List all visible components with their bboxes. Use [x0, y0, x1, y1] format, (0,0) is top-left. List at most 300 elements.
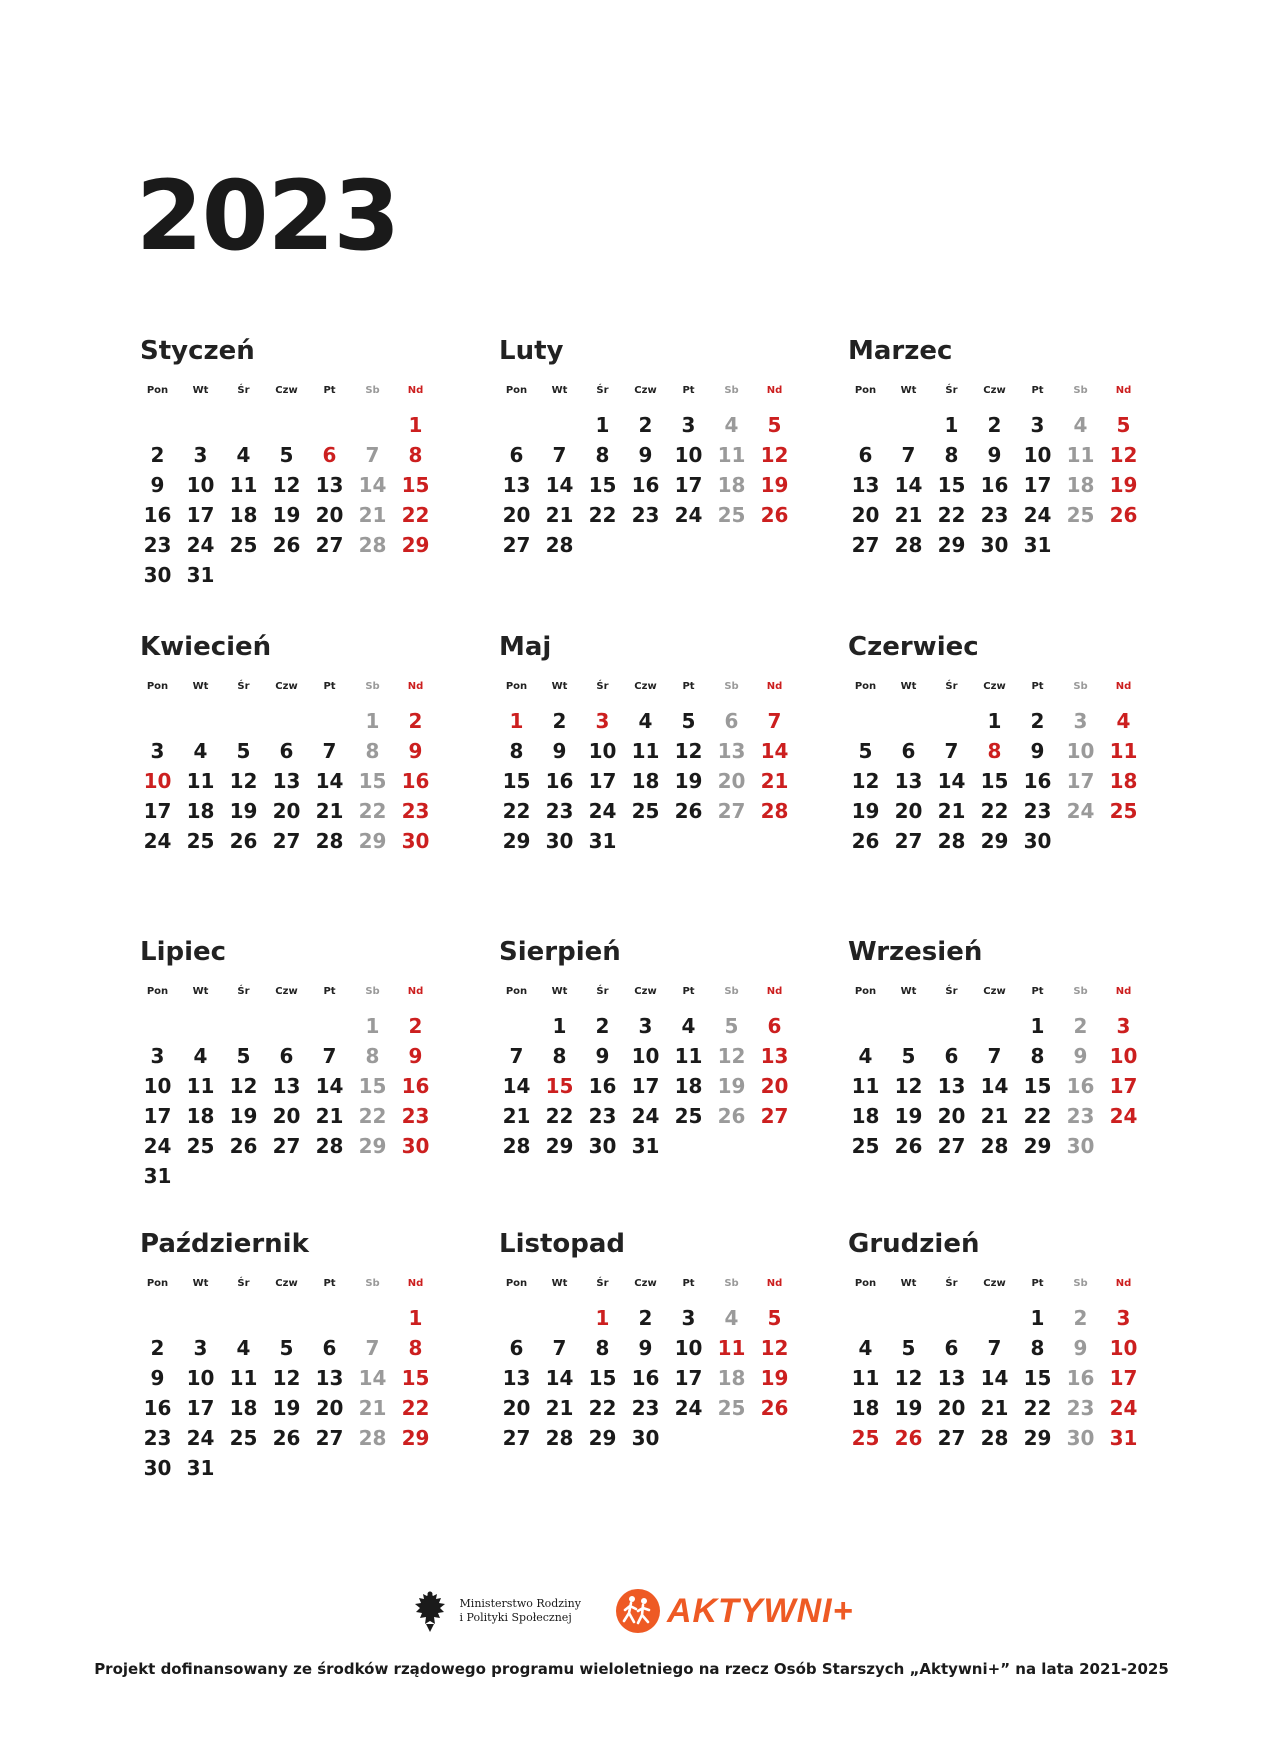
- day-cell: 19: [1109, 473, 1138, 497]
- day-cell: 9: [1073, 1336, 1088, 1360]
- aktywni-logo: [615, 1588, 854, 1634]
- day-cell: 5: [858, 739, 873, 763]
- day-cell: 26: [1109, 503, 1138, 527]
- day-cell: 3: [638, 1014, 653, 1038]
- day-cell: 24: [1109, 1396, 1138, 1420]
- weekday-header: Pon: [854, 681, 877, 692]
- day-cell: 23: [401, 799, 430, 823]
- weekday-header: Śr: [237, 681, 250, 692]
- day-cell: 27: [272, 829, 301, 853]
- day-cell: 8: [944, 443, 959, 467]
- day-cell: 9: [150, 1366, 165, 1390]
- day-empty: [136, 706, 179, 736]
- day-cell: 28: [358, 533, 387, 557]
- month-listopad: [495, 1229, 815, 1453]
- weekday-header: Śr: [945, 986, 958, 997]
- day-cell: 9: [987, 443, 1002, 467]
- weekday-header: Śr: [596, 986, 609, 997]
- day-cell: 26: [272, 1426, 301, 1450]
- day-cell: 4: [858, 1336, 873, 1360]
- day-cell: 3: [681, 413, 696, 437]
- aktywni-brand-text: AKTYWNI+: [666, 1591, 854, 1630]
- day-cell: 11: [229, 473, 258, 497]
- day-cell: 11: [1109, 739, 1138, 763]
- weekday-header: Śr: [945, 1278, 958, 1289]
- day-cell: 25: [186, 829, 215, 853]
- day-cell: 13: [315, 473, 344, 497]
- day-cell: 3: [595, 709, 610, 733]
- eagle-emblem-icon: [410, 1588, 450, 1634]
- day-cell: 6: [509, 1336, 524, 1360]
- day-cell: 11: [1066, 443, 1095, 467]
- day-cell: 15: [401, 473, 430, 497]
- day-empty: [930, 1011, 973, 1041]
- day-empty: [308, 706, 351, 736]
- month-grid: [495, 680, 815, 856]
- day-cell: 5: [901, 1044, 916, 1068]
- day-cell: 19: [717, 1074, 746, 1098]
- weekday-header: Sb: [1073, 986, 1088, 997]
- day-cell: 7: [767, 709, 782, 733]
- day-cell: 25: [1109, 799, 1138, 823]
- day-cell: 7: [901, 443, 916, 467]
- day-cell: 28: [894, 533, 923, 557]
- day-cell: 29: [588, 1426, 617, 1450]
- weekday-header: Wt: [551, 1278, 568, 1289]
- day-cell: 22: [358, 1104, 387, 1128]
- day-cell: 11: [674, 1044, 703, 1068]
- weekday-header: Czw: [275, 385, 298, 396]
- day-cell: 4: [236, 443, 251, 467]
- day-cell: 26: [674, 799, 703, 823]
- day-cell: 9: [638, 443, 653, 467]
- day-cell: 2: [552, 709, 567, 733]
- weekday-header: Czw: [983, 1278, 1006, 1289]
- day-cell: 9: [552, 739, 567, 763]
- day-cell: 11: [631, 739, 660, 763]
- day-empty: [887, 410, 930, 440]
- month-grid: [495, 384, 815, 560]
- day-cell: 13: [760, 1044, 789, 1068]
- day-cell: 1: [944, 413, 959, 437]
- day-cell: 13: [851, 473, 880, 497]
- day-cell: 22: [1023, 1104, 1052, 1128]
- day-cell: 29: [358, 829, 387, 853]
- runners-logo-icon: [615, 1588, 661, 1634]
- weekday-header: Wt: [192, 681, 209, 692]
- day-cell: 11: [186, 1074, 215, 1098]
- day-cell: 23: [401, 1104, 430, 1128]
- day-cell: 2: [1073, 1014, 1088, 1038]
- day-empty: [179, 706, 222, 736]
- day-cell: 1: [408, 1306, 423, 1330]
- day-cell: 6: [944, 1336, 959, 1360]
- day-cell: 7: [365, 443, 380, 467]
- day-cell: 17: [1109, 1074, 1138, 1098]
- day-cell: 5: [767, 1306, 782, 1330]
- day-empty: [222, 706, 265, 736]
- day-cell: 19: [229, 799, 258, 823]
- day-cell: 18: [229, 503, 258, 527]
- day-cell: 27: [851, 533, 880, 557]
- weekday-header: Pon: [505, 385, 528, 396]
- month-czerwiec: [844, 632, 1164, 856]
- day-cell: 31: [631, 1134, 660, 1158]
- weekday-header: Czw: [634, 385, 657, 396]
- day-cell: 29: [1023, 1134, 1052, 1158]
- day-empty: [222, 1011, 265, 1041]
- day-empty: [930, 706, 973, 736]
- day-empty: [351, 1303, 394, 1333]
- day-cell: 14: [980, 1366, 1009, 1390]
- day-cell: 29: [1023, 1426, 1052, 1450]
- ministry-name-line1: Ministerstwo Rodziny: [459, 1597, 581, 1610]
- day-cell: 2: [638, 1306, 653, 1330]
- day-cell: 14: [545, 1366, 574, 1390]
- day-cell: 23: [1023, 799, 1052, 823]
- day-empty: [265, 1303, 308, 1333]
- day-cell: 15: [358, 1074, 387, 1098]
- weekday-header: Nd: [407, 986, 424, 997]
- month-styczen: [136, 336, 456, 590]
- day-empty: [351, 410, 394, 440]
- weekday-header: Wt: [192, 986, 209, 997]
- weekday-header: Pt: [682, 681, 695, 692]
- day-cell: 5: [1116, 413, 1131, 437]
- day-cell: 23: [631, 1396, 660, 1420]
- day-cell: 4: [681, 1014, 696, 1038]
- day-cell: 20: [937, 1104, 966, 1128]
- weekday-header: Nd: [766, 986, 783, 997]
- weekday-header: Nd: [1115, 1278, 1132, 1289]
- weekday-header: Śr: [596, 681, 609, 692]
- day-cell: 3: [1030, 413, 1045, 437]
- day-cell: 11: [851, 1366, 880, 1390]
- day-cell: 10: [674, 443, 703, 467]
- month-grid: [136, 384, 456, 590]
- day-cell: 29: [980, 829, 1009, 853]
- day-cell: 22: [1023, 1396, 1052, 1420]
- day-cell: 28: [937, 829, 966, 853]
- day-cell: 17: [143, 1104, 172, 1128]
- day-cell: 30: [143, 563, 172, 587]
- day-empty: [265, 1011, 308, 1041]
- day-cell: 21: [937, 799, 966, 823]
- day-cell: 7: [322, 1044, 337, 1068]
- day-cell: 18: [186, 799, 215, 823]
- weekday-header: Nd: [766, 1278, 783, 1289]
- day-cell: 20: [315, 1396, 344, 1420]
- month-name: Listopad: [499, 1229, 626, 1259]
- day-cell: 29: [545, 1134, 574, 1158]
- weekday-header: Nd: [1115, 385, 1132, 396]
- day-cell: 9: [1073, 1044, 1088, 1068]
- month-name: Kwiecień: [140, 632, 272, 662]
- day-cell: 23: [143, 1426, 172, 1450]
- day-cell: 29: [358, 1134, 387, 1158]
- day-cell: 3: [1073, 709, 1088, 733]
- day-cell: 24: [588, 799, 617, 823]
- weekday-header: Pon: [854, 986, 877, 997]
- day-cell: 13: [937, 1074, 966, 1098]
- day-cell: 4: [858, 1044, 873, 1068]
- day-cell: 23: [143, 533, 172, 557]
- weekday-header: Śr: [596, 1278, 609, 1289]
- day-cell: 20: [851, 503, 880, 527]
- day-cell: 5: [236, 739, 251, 763]
- day-cell: 3: [681, 1306, 696, 1330]
- month-marzec: [844, 336, 1164, 560]
- day-cell: 30: [1066, 1134, 1095, 1158]
- day-cell: 26: [760, 503, 789, 527]
- day-cell: 21: [980, 1104, 1009, 1128]
- day-cell: 1: [408, 413, 423, 437]
- weekday-header: Wt: [551, 385, 568, 396]
- day-cell: 31: [588, 829, 617, 853]
- day-cell: 19: [760, 473, 789, 497]
- day-cell: 31: [143, 1164, 172, 1188]
- day-cell: 24: [674, 503, 703, 527]
- day-cell: 4: [193, 739, 208, 763]
- weekday-header: Sb: [724, 681, 739, 692]
- day-cell: 25: [631, 799, 660, 823]
- day-cell: 19: [894, 1396, 923, 1420]
- day-cell: 29: [401, 533, 430, 557]
- day-cell: 23: [980, 503, 1009, 527]
- day-cell: 21: [315, 799, 344, 823]
- day-cell: 9: [408, 1044, 423, 1068]
- day-cell: 12: [894, 1366, 923, 1390]
- day-cell: 8: [1030, 1336, 1045, 1360]
- day-cell: 30: [1023, 829, 1052, 853]
- weekday-header: Sb: [365, 385, 380, 396]
- day-cell: 25: [717, 1396, 746, 1420]
- day-cell: 9: [595, 1044, 610, 1068]
- weekday-header: Wt: [900, 385, 917, 396]
- month-name: Marzec: [848, 336, 953, 366]
- day-cell: 20: [272, 1104, 301, 1128]
- day-cell: 3: [193, 1336, 208, 1360]
- day-cell: 20: [717, 769, 746, 793]
- footer-logos: [0, 1588, 1263, 1634]
- day-cell: 21: [760, 769, 789, 793]
- day-cell: 2: [408, 1014, 423, 1038]
- day-cell: 5: [724, 1014, 739, 1038]
- day-cell: 4: [193, 1044, 208, 1068]
- day-empty: [973, 1303, 1016, 1333]
- month-name: Maj: [499, 632, 552, 662]
- day-empty: [136, 1011, 179, 1041]
- ministry-name-line2: i Polityki Społecznej: [459, 1611, 572, 1624]
- day-cell: 7: [322, 739, 337, 763]
- weekday-header: Wt: [551, 681, 568, 692]
- weekday-header: Śr: [237, 1278, 250, 1289]
- day-cell: 21: [358, 503, 387, 527]
- day-cell: 4: [1073, 413, 1088, 437]
- day-cell: 11: [229, 1366, 258, 1390]
- day-cell: 6: [279, 1044, 294, 1068]
- month-maj: [495, 632, 815, 856]
- day-cell: 18: [717, 473, 746, 497]
- day-cell: 28: [980, 1134, 1009, 1158]
- weekday-header: Sb: [724, 1278, 739, 1289]
- day-cell: 24: [1023, 503, 1052, 527]
- day-cell: 1: [1030, 1014, 1045, 1038]
- day-cell: 28: [980, 1426, 1009, 1450]
- day-cell: 15: [358, 769, 387, 793]
- weekday-header: Pt: [323, 986, 336, 997]
- day-cell: 20: [272, 799, 301, 823]
- day-cell: 5: [767, 413, 782, 437]
- month-name: Wrzesień: [848, 937, 983, 967]
- day-cell: 18: [1109, 769, 1138, 793]
- day-cell: 3: [150, 1044, 165, 1068]
- weekday-header: Pon: [146, 986, 169, 997]
- day-cell: 14: [545, 473, 574, 497]
- day-cell: 29: [401, 1426, 430, 1450]
- month-wrzesien: [844, 937, 1164, 1161]
- day-cell: 9: [150, 473, 165, 497]
- day-cell: 20: [937, 1396, 966, 1420]
- day-cell: 12: [272, 1366, 301, 1390]
- month-grid: [495, 985, 815, 1161]
- day-cell: 25: [674, 1104, 703, 1128]
- day-cell: 3: [1116, 1014, 1131, 1038]
- day-cell: 24: [186, 1426, 215, 1450]
- weekday-header: Pt: [1031, 681, 1044, 692]
- day-cell: 21: [545, 1396, 574, 1420]
- weekday-header: Pt: [1031, 1278, 1044, 1289]
- weekday-header: Pt: [682, 385, 695, 396]
- day-cell: 18: [186, 1104, 215, 1128]
- day-cell: 17: [186, 1396, 215, 1420]
- day-empty: [887, 1011, 930, 1041]
- weekday-header: Nd: [407, 681, 424, 692]
- day-cell: 18: [631, 769, 660, 793]
- day-cell: 1: [987, 709, 1002, 733]
- day-cell: 1: [365, 1014, 380, 1038]
- day-cell: 18: [851, 1396, 880, 1420]
- day-cell: 15: [588, 473, 617, 497]
- weekday-header: Pon: [854, 385, 877, 396]
- day-empty: [930, 1303, 973, 1333]
- day-cell: 8: [987, 739, 1002, 763]
- day-cell: 4: [724, 413, 739, 437]
- day-cell: 15: [1023, 1366, 1052, 1390]
- day-cell: 26: [894, 1426, 923, 1450]
- day-cell: 1: [595, 413, 610, 437]
- day-cell: 13: [272, 1074, 301, 1098]
- day-cell: 20: [502, 1396, 531, 1420]
- day-cell: 11: [717, 1336, 746, 1360]
- day-cell: 3: [150, 739, 165, 763]
- day-cell: 22: [358, 799, 387, 823]
- day-cell: 15: [980, 769, 1009, 793]
- weekday-header: Sb: [1073, 1278, 1088, 1289]
- day-cell: 10: [588, 739, 617, 763]
- weekday-header: Śr: [945, 681, 958, 692]
- day-cell: 8: [552, 1044, 567, 1068]
- day-cell: 3: [1116, 1306, 1131, 1330]
- day-cell: 16: [631, 473, 660, 497]
- day-cell: 28: [315, 1134, 344, 1158]
- day-cell: 22: [588, 503, 617, 527]
- month-kwiecien: [136, 632, 456, 856]
- day-empty: [179, 410, 222, 440]
- day-cell: 20: [502, 503, 531, 527]
- month-grudzien: [844, 1229, 1164, 1453]
- day-cell: 27: [315, 1426, 344, 1450]
- day-cell: 16: [631, 1366, 660, 1390]
- day-cell: 10: [186, 1366, 215, 1390]
- day-cell: 27: [937, 1426, 966, 1450]
- weekday-header: Sb: [1073, 681, 1088, 692]
- month-name: Styczeń: [140, 336, 255, 366]
- day-cell: 24: [1066, 799, 1095, 823]
- day-cell: 10: [674, 1336, 703, 1360]
- day-cell: 14: [502, 1074, 531, 1098]
- day-cell: 14: [760, 739, 789, 763]
- day-cell: 17: [143, 799, 172, 823]
- day-cell: 21: [315, 1104, 344, 1128]
- day-cell: 24: [1109, 1104, 1138, 1128]
- day-cell: 15: [937, 473, 966, 497]
- day-cell: 25: [851, 1134, 880, 1158]
- day-cell: 13: [937, 1366, 966, 1390]
- day-cell: 17: [588, 769, 617, 793]
- day-cell: 12: [851, 769, 880, 793]
- day-cell: 20: [894, 799, 923, 823]
- day-cell: 30: [980, 533, 1009, 557]
- day-cell: 1: [595, 1306, 610, 1330]
- funding-note: Projekt dofinansowany ze środków rządowego programu wieloletniego na rzecz Osób Starszych „Aktywni+” na lata 2021-2025: [94, 1660, 1169, 1678]
- weekday-header: Pon: [505, 986, 528, 997]
- day-cell: 8: [595, 443, 610, 467]
- day-cell: 6: [901, 739, 916, 763]
- day-empty: [179, 1303, 222, 1333]
- weekday-header: Śr: [596, 385, 609, 396]
- month-grid: [136, 985, 456, 1191]
- day-cell: 14: [315, 769, 344, 793]
- day-cell: 27: [894, 829, 923, 853]
- day-cell: 25: [229, 533, 258, 557]
- weekday-header: Sb: [365, 986, 380, 997]
- weekday-header: Wt: [900, 681, 917, 692]
- weekday-header: Pt: [682, 1278, 695, 1289]
- weekday-header: Pon: [146, 1278, 169, 1289]
- day-cell: 22: [937, 503, 966, 527]
- day-cell: 15: [588, 1366, 617, 1390]
- day-cell: 13: [717, 739, 746, 763]
- day-cell: 12: [229, 1074, 258, 1098]
- day-cell: 6: [767, 1014, 782, 1038]
- day-empty: [844, 1011, 887, 1041]
- day-cell: 28: [502, 1134, 531, 1158]
- weekday-header: Pt: [323, 385, 336, 396]
- day-empty: [495, 1303, 538, 1333]
- weekday-header: Czw: [275, 1278, 298, 1289]
- day-cell: 18: [674, 1074, 703, 1098]
- weekday-header: Nd: [1115, 986, 1132, 997]
- day-cell: 22: [980, 799, 1009, 823]
- day-cell: 6: [724, 709, 739, 733]
- day-cell: 10: [1109, 1044, 1138, 1068]
- day-empty: [973, 1011, 1016, 1041]
- day-cell: 30: [401, 829, 430, 853]
- day-cell: 7: [552, 443, 567, 467]
- day-cell: 10: [1109, 1336, 1138, 1360]
- day-cell: 19: [894, 1104, 923, 1128]
